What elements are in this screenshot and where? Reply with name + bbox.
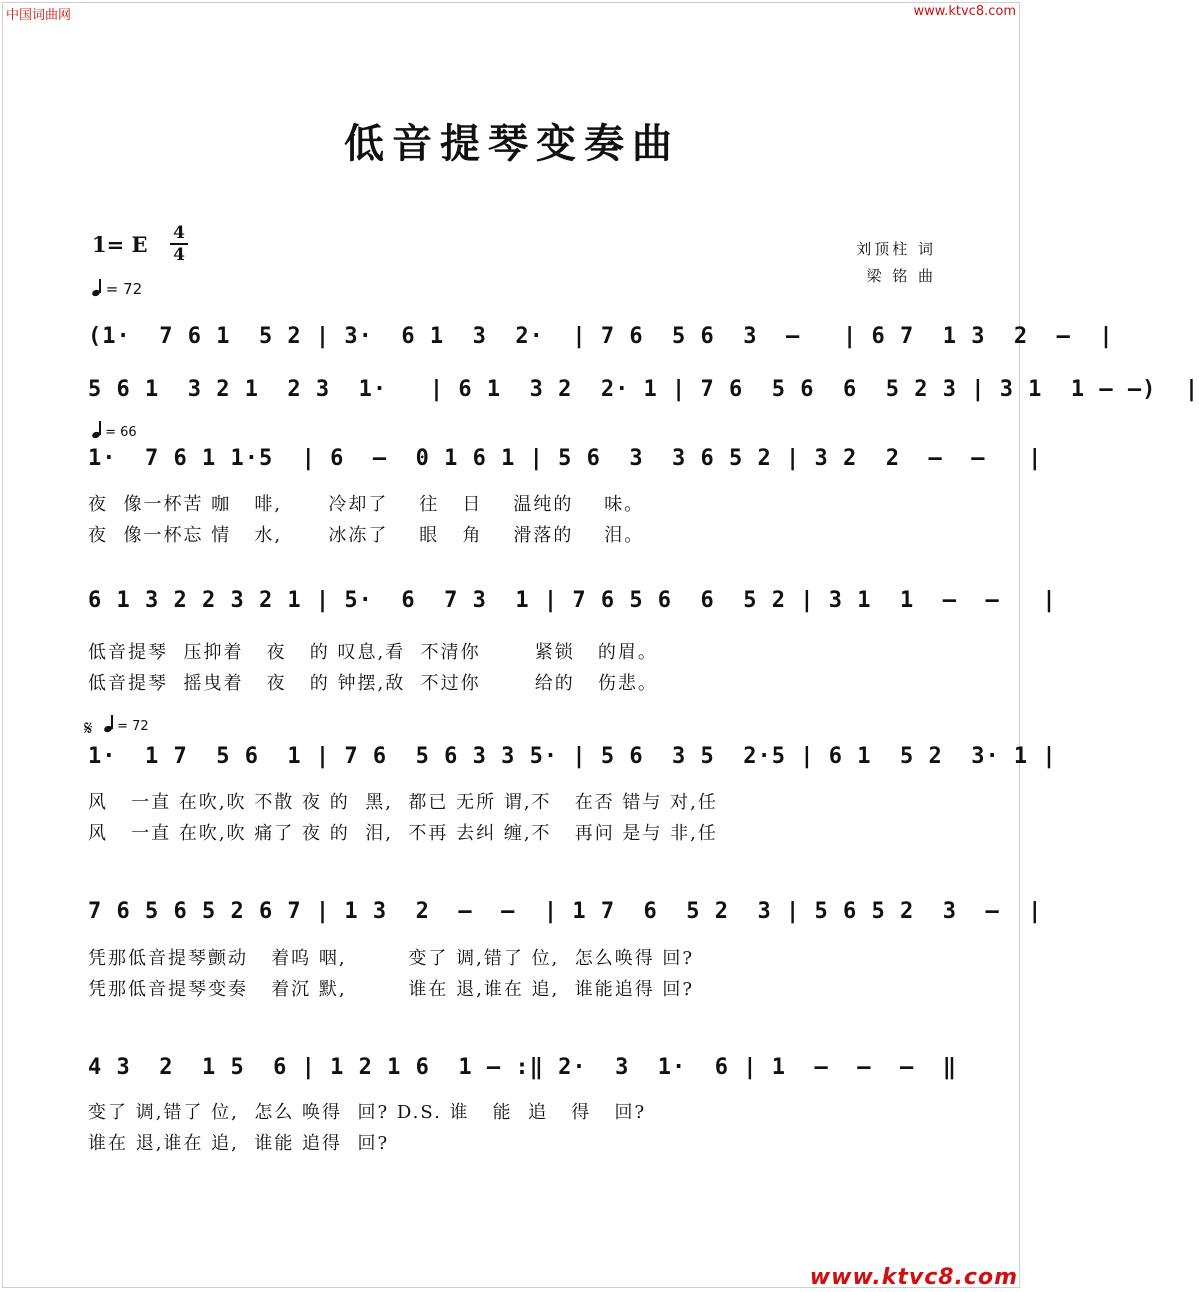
tempo-verse [92,422,137,440]
quarter-note-icon [104,716,113,732]
staff-3-notation: 1· 7 6 1 1·5 | 6 – 0 1 6 1 | 5 6 3 3 6 5 2 | 3 2 2 – – | [88,446,1043,471]
tempo-chorus [104,716,149,734]
staff-6-lyrics-verse-1: 凭那低音提琴颤动 着呜 咽, 变了 调,错了 位, 怎么唤得 回? [88,948,695,969]
time-signature [170,224,188,264]
segno-sign: 𝄋 [84,716,93,740]
quarter-note-icon [92,422,101,438]
staff-4-notation: 6 1 3 2 2 3 2 1 | 5· 6 7 3 1 | 7 6 5 6 6 5 2 | 3 1 1 – – | [88,588,1057,613]
watermark-top-right[interactable]: www.ktvc8.com [913,4,1016,19]
tempo-chorus-value: = 72 [117,719,149,734]
staff-4-lyrics-verse-1: 低音提琴 压抑着 夜 的 叹息,看 不清你 紧锁 的眉。 [88,642,658,663]
song-title: 低音提琴变奏曲 [344,121,680,167]
staff-6-lyrics-verse-2: 凭那低音提琴变奏 着沉 默, 谁在 退,谁在 追, 谁能追得 回? [88,979,695,1000]
tempo-verse-value: = 66 [105,425,137,440]
staff-1-notation: (1· 7 6 1 5 2 | 3· 6 1 3 2· | 7 6 5 6 3 – | 6 7 1 3 2 – | [88,324,1114,349]
watermark-top-left[interactable]: 中国词曲网 [6,8,72,23]
staff-6-notation: 7 6 5 6 5 2 6 7 | 1 3 2 – – | 1 7 6 5 2 3 | 5 6 5 2 3 – | [88,899,1043,924]
staff-5-notation: 1· 1 7 5 6 1 | 7 6 5 6 3 3 5· | 5 6 3 5 2·5 | 6 1 5 2 3· 1 | [88,744,1057,769]
staff-3-lyrics-verse-1: 夜 像一杯苦 咖 啡, 冷却了 往 日 温纯的 味。 [88,494,645,515]
staff-7-notation: 4 3 2 1 5 6 | 1 2 1 6 1 – :‖ 2· 3 1· 6 | 1 – – – ‖ [88,1055,957,1080]
key-signature: 1= E [92,232,148,257]
lyricist-credit: 刘顶柱 词 [856,240,936,258]
tempo-initial-value: = 72 [105,280,143,298]
staff-4-lyrics-verse-2: 低音提琴 摇曳着 夜 的 钟摆,敌 不过你 给的 伤悲。 [88,673,658,694]
staff-5-lyrics-verse-1: 风 一直 在吹,吹 不散 夜 的 黑, 都已 无所 谓,不 在否 错与 对,任 [88,792,718,813]
watermark-bottom-right[interactable]: www.ktvc8.com [809,1265,1018,1290]
staff-2-notation: 5 6 1 3 2 1 2 3 1· | 6 1 3 2 2· 1 | 7 6 5 6 6 5 2 3 | 3 1 1 – –) | [88,377,1199,402]
time-signature-bottom: 4 [173,245,185,265]
staff-5-lyrics-verse-2: 风 一直 在吹,吹 痛了 夜 的 泪, 不再 去纠 缠,不 再问 是与 非,任 [88,823,718,844]
tempo-initial [92,280,142,298]
composer-credit: 梁 铭 曲 [866,267,936,285]
time-signature-top: 4 [173,223,185,243]
staff-7-lyrics-verse-2: 谁在 退,谁在 追, 谁能 追得 回? [88,1133,390,1154]
staff-3-lyrics-verse-2: 夜 像一杯忘 情 水, 冰冻了 眼 角 滑落的 泪。 [88,525,645,546]
quarter-note-icon [92,280,101,296]
staff-7-lyrics-verse-1: 变了 调,错了 位, 怎么 唤得 回? D.S. 谁 能 追 得 回? [88,1102,647,1123]
credits [856,236,936,290]
